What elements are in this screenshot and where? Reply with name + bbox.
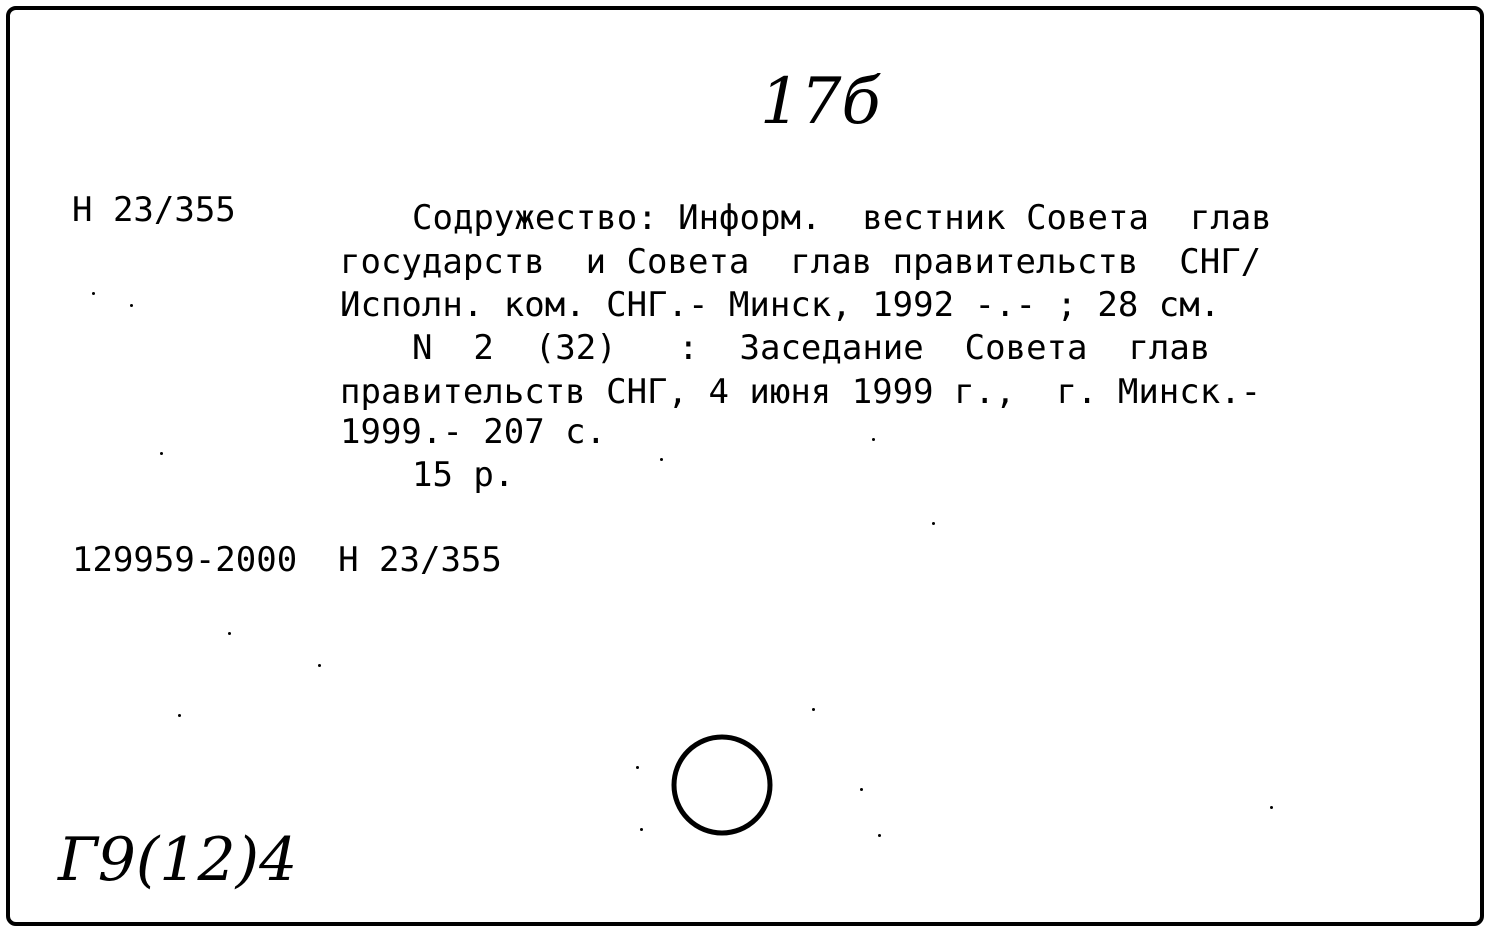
issue-line-3: 1999.- 207 с.	[340, 412, 607, 452]
speck	[812, 708, 815, 711]
speck	[878, 834, 881, 837]
title-line-2: государств и Совета глав правительств СНГ/	[340, 242, 1262, 282]
title-line-1: Содружество: Информ. вестник Совета глав	[412, 198, 1272, 238]
speck	[178, 714, 181, 717]
handwritten-classification: Г9(12)4	[58, 825, 298, 895]
speck	[932, 522, 935, 525]
issue-line-2: правительств СНГ, 4 июня 1999 г., г. Минск.-	[340, 372, 1262, 412]
speck	[636, 766, 639, 769]
shelfmark: Н 23/355	[72, 190, 236, 230]
speck	[660, 458, 663, 461]
speck	[228, 632, 231, 635]
speck	[872, 438, 875, 441]
price: 15 р.	[412, 455, 515, 495]
punch-hole-circle-icon	[665, 728, 780, 843]
title-line-3: Исполн. ком. СНГ.- Минск, 1992 -.- ; 28 см.	[340, 285, 1221, 325]
speck	[130, 304, 133, 307]
speck	[318, 664, 321, 667]
speck	[1270, 806, 1273, 809]
handwritten-call-number: 17б	[760, 65, 881, 139]
accession-number: 129959-2000 Н 23/355	[72, 540, 502, 580]
speck	[640, 828, 643, 831]
speck	[160, 452, 163, 455]
issue-line-1: N 2 (32) : Заседание Совета глав	[412, 328, 1211, 368]
speck	[860, 788, 863, 791]
speck	[92, 292, 95, 295]
